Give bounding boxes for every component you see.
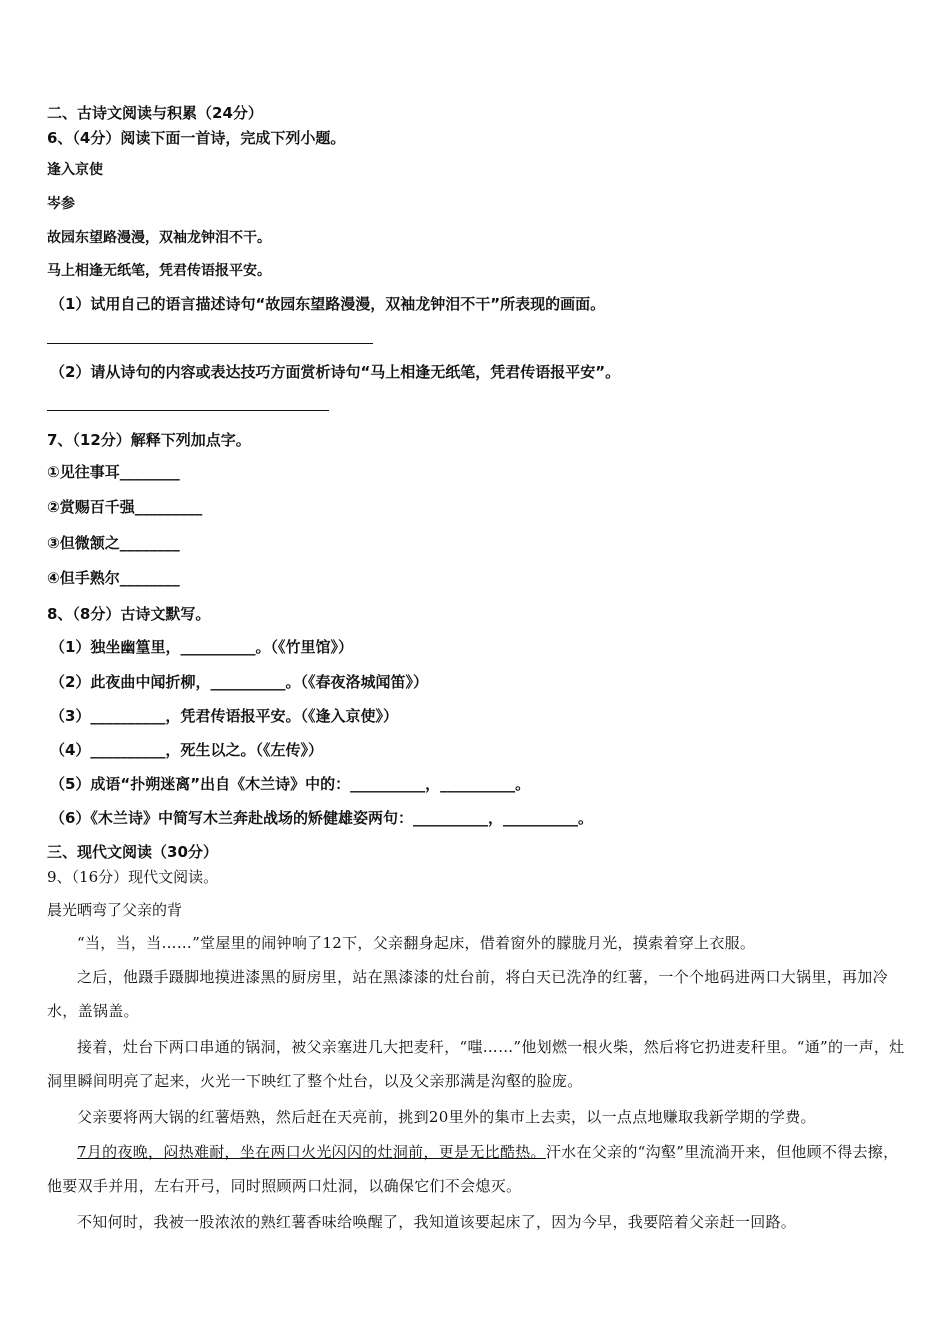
q6-sub2: （2）请从诗句的内容或表达技巧方面赏析诗句“马上相逢无纸笔，凭君传语报平安”。 [50,363,621,381]
q6-intro: 6、（4分）阅读下面一首诗，完成下列小题。 [47,129,346,147]
q8-item: （3）__________，凭君传语报平安。（《逢入京使》） [50,707,398,725]
paragraph [47,1135,909,1203]
paragraph: “当，当，当……”堂屋里的闹钟响了12下，父亲翻身起床，借着窗外的朦胧月光，摸索着穿上衣服。 [77,934,756,952]
q7-item: ③但微颔之________ [47,534,180,552]
answer-line-1[interactable] [47,343,373,344]
poem-line-1: 故园东望路漫漫，双袖龙钟泪不干。 [47,230,271,246]
q8-item: （2）此夜曲中闻折柳，__________。（《春夜洛城闻笛》） [50,673,428,691]
q9-intro: 9、（16分）现代文阅读。 [47,868,219,886]
q7-item: ②赏赐百千强_________ [47,498,203,516]
q7-intro: 7、（12分）解释下列加点字。 [47,431,251,449]
poem-author: 岑参 [47,196,75,212]
q8-intro: 8、（8分）古诗文默写。 [47,605,211,623]
q7-item: ①见往事耳________ [47,463,180,481]
underlined-sentence: 7月的夜晚，闷热难耐，坐在两口火光闪闪的灶洞前，更是无比酷热。 [77,1143,546,1161]
q8-item: （6）《木兰诗》中简写木兰奔赴战场的矫健雄姿两句：__________，__________。 [50,809,593,827]
answer-line-2[interactable] [47,410,329,411]
paragraph: 父亲要将两大锅的红薯焐熟，然后赶在天亮前，挑到20里外的集市上去卖，以一点点地赚取我新学期的学费。 [77,1108,816,1126]
section3-heading: 三、现代文阅读（30分） [47,843,218,861]
paragraph: 之后，他蹑手蹑脚地摸进漆黑的厨房里，站在黑漆漆的灶台前，将白天已洗净的红薯，一个个地码进两口大锅里，再加冷水，盖锅盖。 [47,968,888,1020]
paragraph: 不知何时，我被一股浓浓的熟红薯香味给唤醒了，我知道该要起床了，因为今早，我要陪着父亲赶一回路。 [77,1213,797,1231]
paragraph: 接着，灶台下两口串通的锅洞，被父亲塞进几大把麦秆，“嗤……”他划燃一根火柴，然后将它扔进麦秆里。“通”的一声，灶洞里瞬间明亮了起来，火光一下映红了整个灶台，以及父亲那满是沟壑的脸庞。 [47,1038,905,1090]
q8-item: （4）__________，死生以之。（《左传》） [50,741,323,759]
paragraph-rest: 汗水在父亲的“沟壑”里流淌开来，但他顾不得去擦，他要双手并用，左右开弓，同时照顾两口灶洞，以确保它们不会熄灭。 [47,1143,899,1195]
article-title: 晨光晒弯了父亲的背 [47,901,183,919]
q7-item: ④但手熟尔________ [47,569,180,587]
poem-title: 逢入京使 [47,162,103,178]
q6-sub1: （1）试用自己的语言描述诗句“故园东望路漫漫，双袖龙钟泪不干”所表现的画面。 [50,295,606,313]
q8-item: （5）成语“扑朔迷离”出自《木兰诗》中的：__________，__________。 [50,775,531,793]
q8-item: （1）独坐幽篁里，__________。（《竹里馆》） [50,638,353,656]
poem-line-2: 马上相逢无纸笔，凭君传语报平安。 [47,263,271,279]
section2-heading: 二、古诗文阅读与积累（24分） [47,104,263,122]
